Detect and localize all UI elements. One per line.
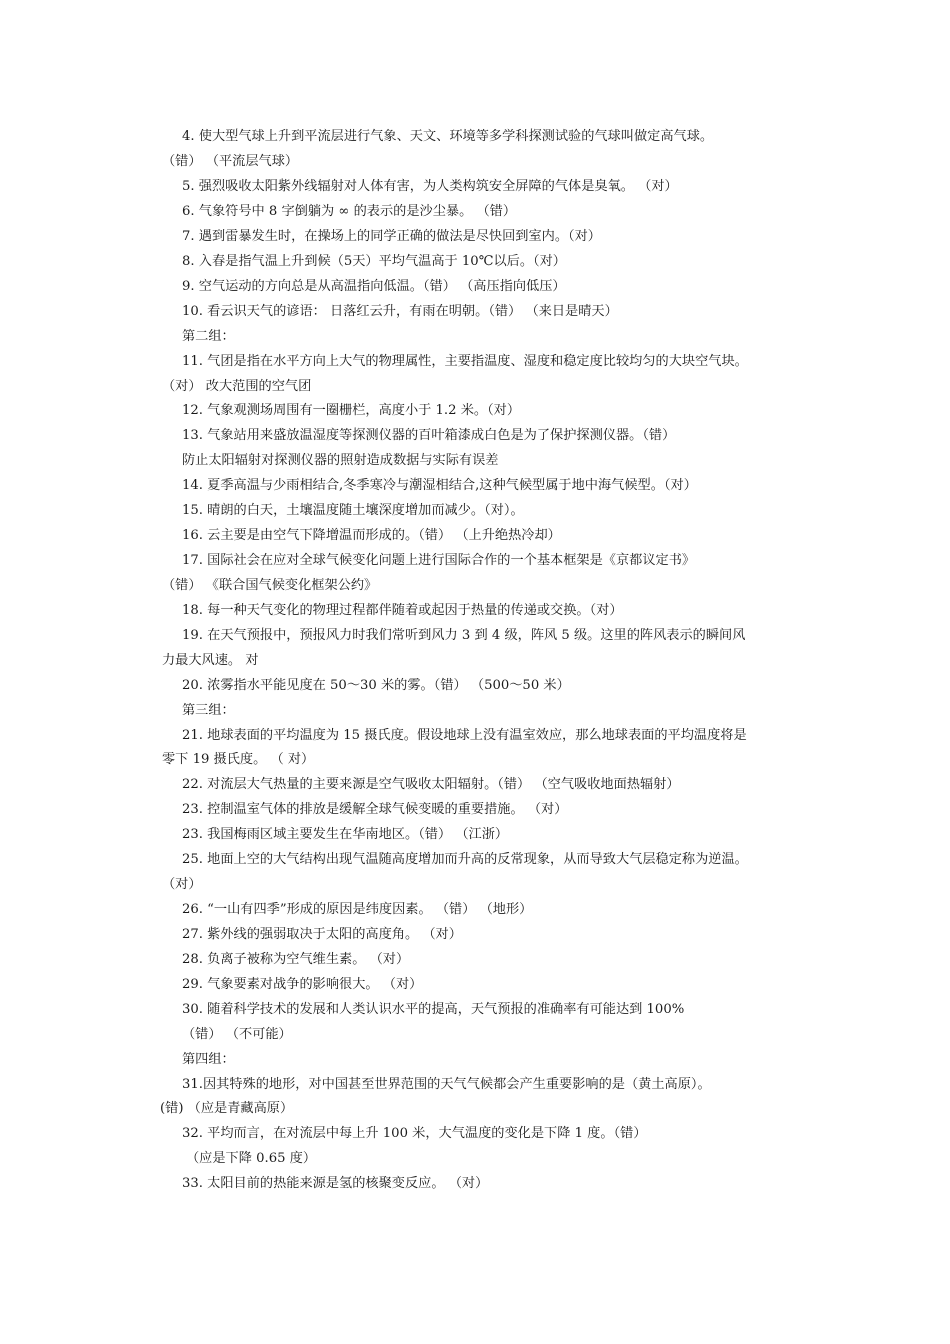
item-17-answer: （错） 《联合国气候变化框架公约》	[162, 578, 378, 593]
item-4-answer: （错） （平流层气球）	[162, 154, 299, 169]
item-15: 15. 晴朗的白天，土壤温度随土壤深度增加而减少。（对）。	[182, 503, 524, 518]
item-33: 33. 太阳目前的热能来源是氢的核聚变反应。 （对）	[182, 1176, 489, 1191]
item-30: 30. 随着科学技术的发展和人类认识水平的提高，天气预报的准确率有可能达到 100%	[182, 1002, 685, 1017]
item-4: 4. 使大型气球上升到平流层进行气象、天文、环境等多学科探测试验的气球叫做定高气球。	[182, 129, 714, 144]
group-4-heading: 第四组：	[182, 1052, 235, 1067]
item-12: 12. 气象观测场周围有一圈栅栏，高度小于 1.2 米。（对）	[182, 403, 521, 418]
item-28: 28. 负离子被称为空气维生素。 （对）	[182, 952, 410, 967]
item-13: 13. 气象站用来盛放温湿度等探测仪器的百叶箱漆成白色是为了保护探测仪器。（错）	[182, 428, 676, 443]
item-10: 10. 看云识天气的谚语： 日落红云升，有雨在明朝。（错） （来日是晴天）	[182, 304, 618, 319]
item-27: 27. 紫外线的强弱取决于太阳的高度角。 （对）	[182, 927, 462, 942]
item-21-answer: 零下 19 摄氏度。 （ 对）	[162, 752, 315, 767]
item-11-answer: （对） 改大范围的空气团	[162, 379, 312, 394]
item-23a: 23. 控制温室气体的排放是缓解全球气候变暖的重要措施。 （对）	[182, 802, 568, 817]
item-23b: 23. 我国梅雨区域主要发生在华南地区。（错） （江浙）	[182, 827, 509, 842]
group-2-heading: 第二组：	[182, 329, 235, 344]
item-14: 14. 夏季高温与少雨相结合,冬季寒冷与潮湿相结合,这种气候型属于地中海气候型。（对）	[182, 478, 697, 493]
item-32-answer: （应是下降 0.65 度）	[186, 1151, 317, 1166]
item-5: 5. 强烈吸收太阳紫外线辐射对人体有害，为人类构筑安全屏障的气体是臭氧。 （对）	[182, 179, 678, 194]
item-13-answer: 防止太阳辐射对探测仪器的照射造成数据与实际有误差	[182, 453, 499, 468]
item-22: 22. 对流层大气热量的主要来源是空气吸收太阳辐射。（错） （空气吸收地面热辐射）	[182, 777, 680, 792]
item-16: 16. 云主要是由空气下降增温而形成的。（错） （上升绝热冷却）	[182, 528, 561, 543]
item-11: 11. 气团是指在水平方向上大气的物理属性，主要指温度、湿度和稳定度比较均匀的大块空气块。	[182, 354, 748, 369]
item-6: 6. 气象符号中 8 字倒躺为 ∞ 的表示的是沙尘暴。 （错）	[182, 204, 517, 219]
item-19: 19. 在天气预报中，预报风力时我们常听到风力 3 到 4 级，阵风 5 级。这里的阵风表示的瞬间风	[182, 628, 746, 643]
item-7: 7. 遇到雷暴发生时，在操场上的同学正确的做法是尽快回到室内。（对）	[182, 229, 601, 244]
item-20: 20. 浓雾指水平能见度在 50～30 米的雾。（错） （500～50 米）	[182, 678, 570, 693]
item-19-answer: 力最大风速。 对	[162, 653, 259, 668]
item-9: 9. 空气运动的方向总是从高温指向低温。（错） （高压指向低压）	[182, 279, 566, 294]
item-26: 26. “一山有四季”形成的原因是纬度因素。 （错） （地形）	[182, 902, 533, 917]
item-25: 25. 地面上空的大气结构出现气温随高度增加而升高的反常现象，从而导致大气层稳定称为逆温。	[182, 852, 748, 867]
item-8: 8. 入春是指气温上升到候（5天）平均气温高于 10℃以后。（对）	[182, 254, 566, 269]
item-25-answer: （对）	[162, 877, 202, 892]
group-3-heading: 第三组：	[182, 703, 235, 718]
item-29: 29. 气象要素对战争的影响很大。 （对）	[182, 977, 423, 992]
item-17: 17. 国际社会在应对全球气候变化问题上进行国际合作的一个基本框架是《京都议定书》	[182, 553, 696, 568]
item-31-answer: (错) （应是青藏高原）	[160, 1101, 294, 1116]
item-18: 18. 每一种天气变化的物理过程都伴随着或起因于热量的传递或交换。（对）	[182, 603, 623, 618]
item-32: 32. 平均而言，在对流层中每上升 100 米，大气温度的变化是下降 1 度。（错）	[182, 1126, 647, 1141]
item-30-answer: （错） （不可能）	[182, 1027, 292, 1042]
item-31: 31.因其特殊的地形，对中国甚至世界范围的天气气候都会产生重要影响的是（黄土高原）。	[182, 1077, 711, 1092]
item-21: 21. 地球表面的平均温度为 15 摄氏度。假设地球上没有温室效应，那么地球表面的平均温度将是	[182, 728, 747, 743]
